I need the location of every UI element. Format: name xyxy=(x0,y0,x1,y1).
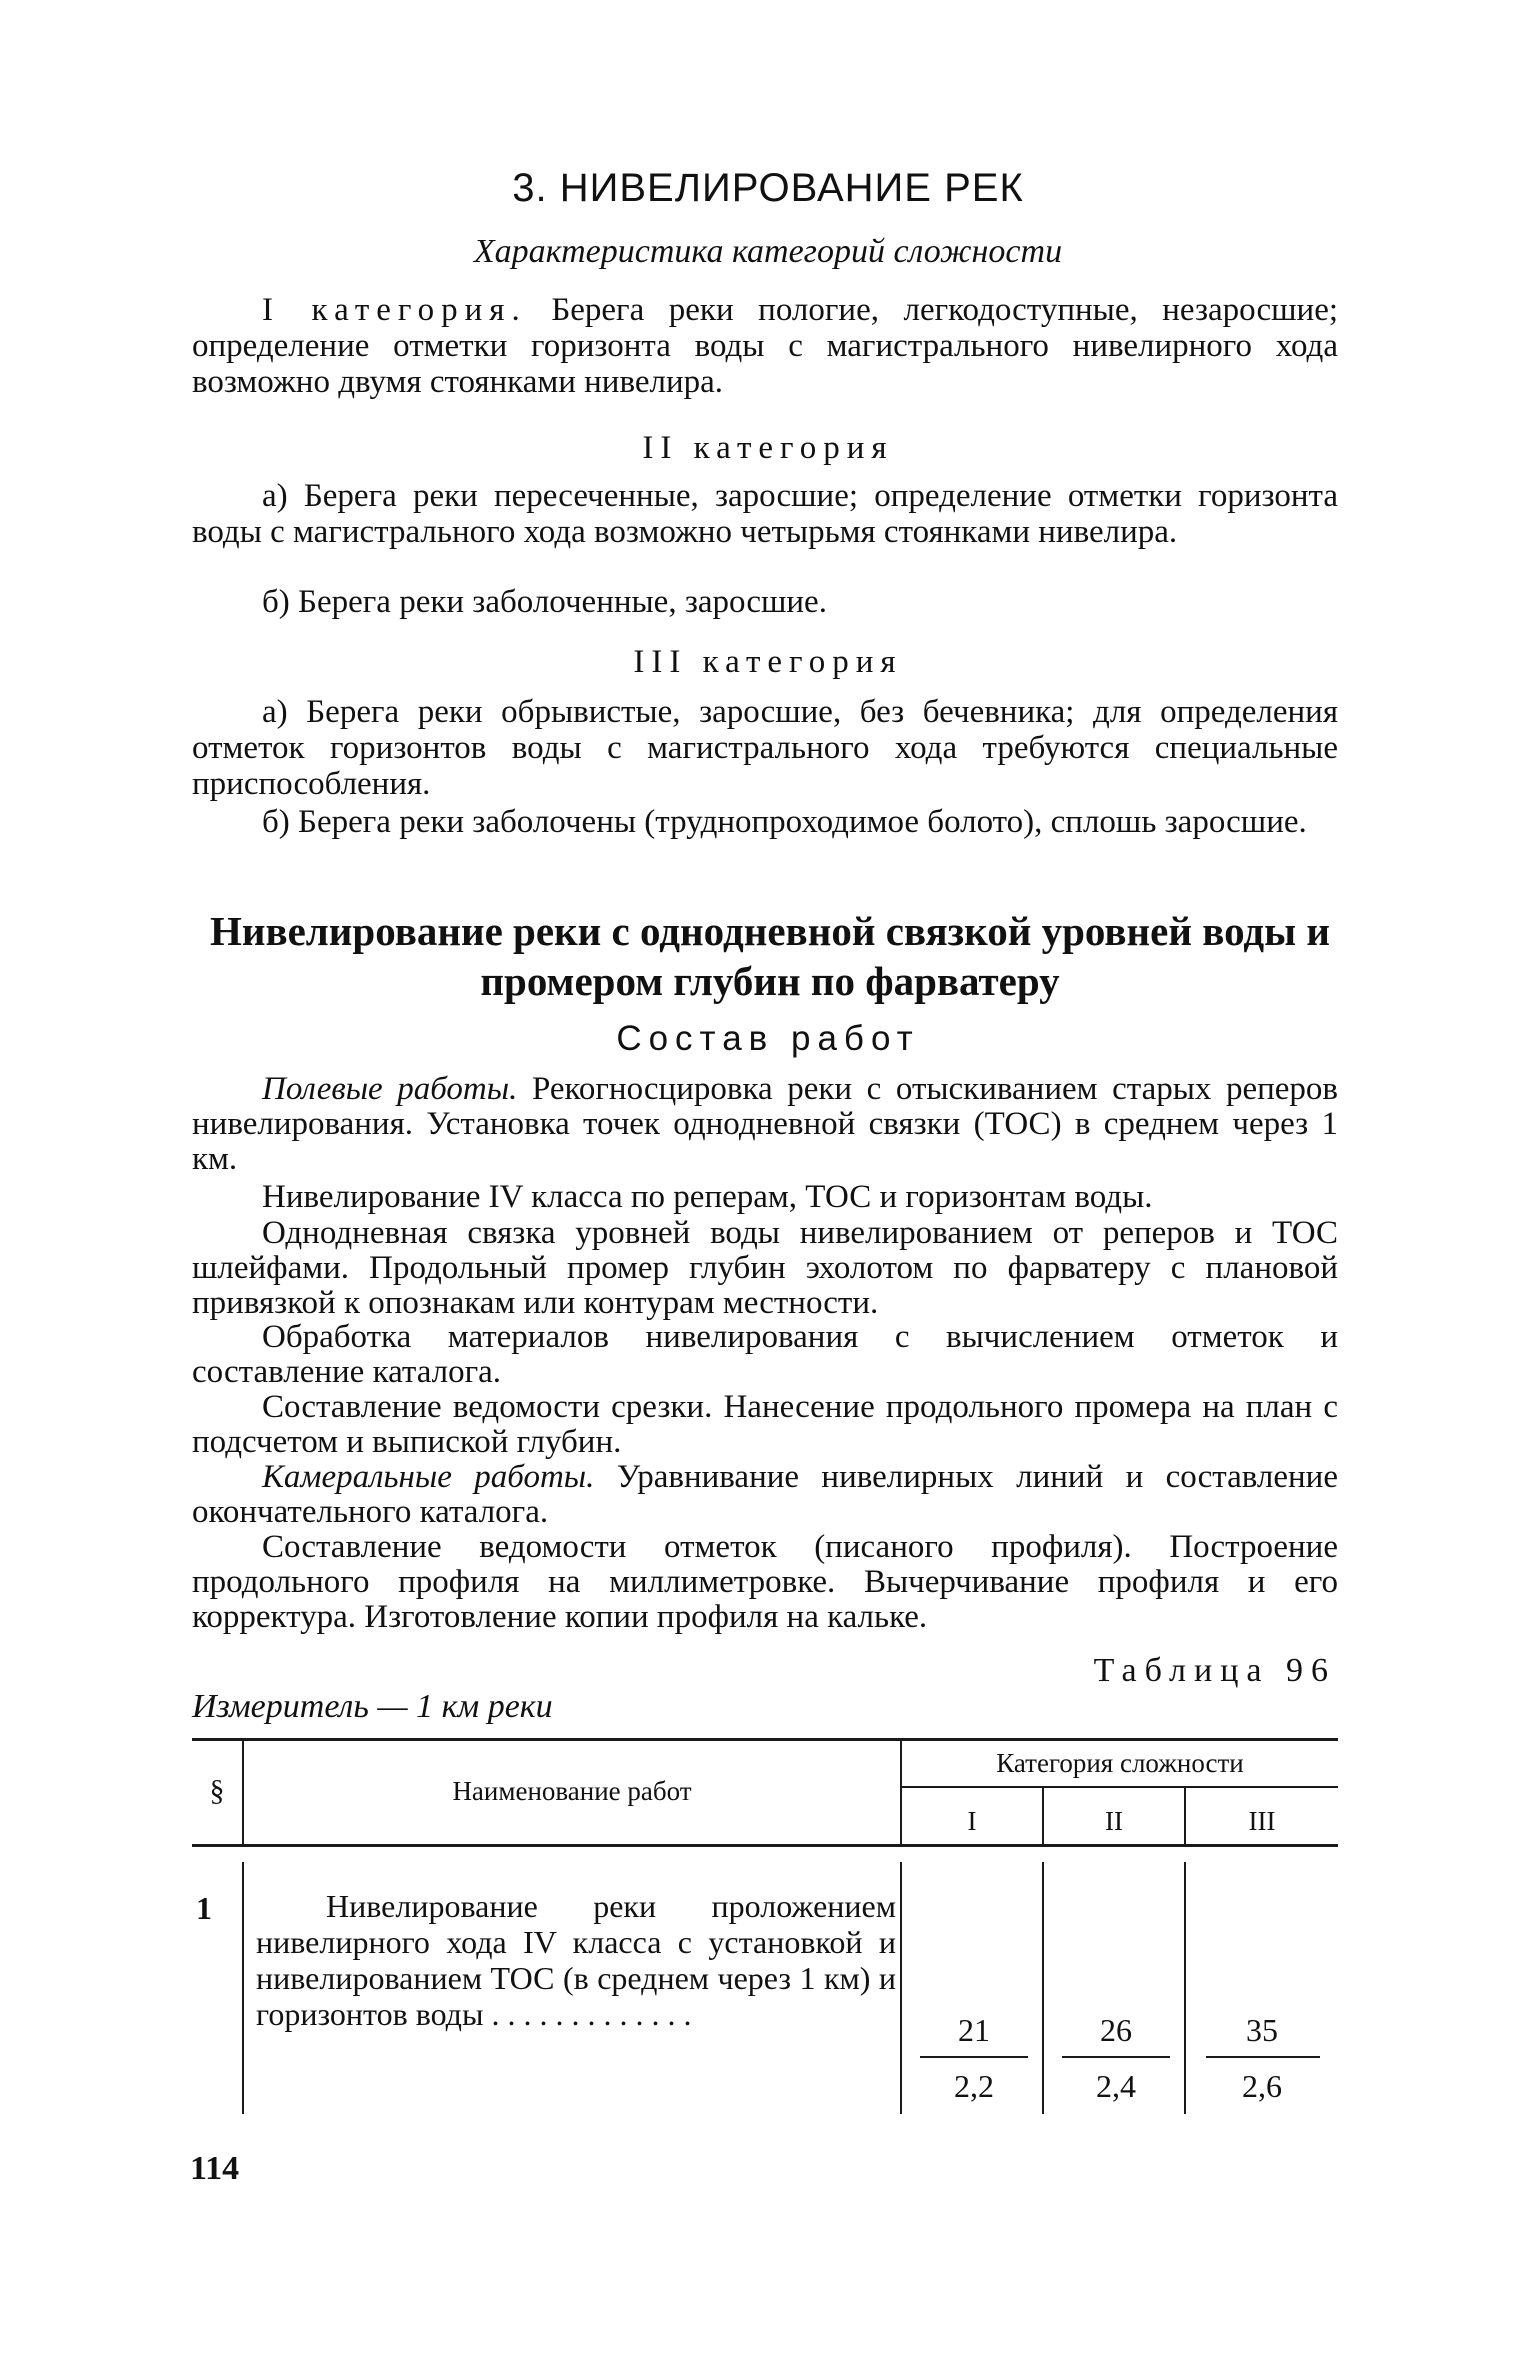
table-header-name: Наименование работ xyxy=(452,1776,692,1806)
office-works-label: Камеральные работы. xyxy=(262,1459,595,1495)
table-row-section: 1 xyxy=(196,1890,212,1926)
field-works-paragraph xyxy=(192,1072,1338,1177)
category-1-text: Берега реки пологие, легкодоступные, незаросшие; определение отметки горизонта воды с магистрального нивелирного хода возможно двумя стоянками нивелира. xyxy=(192,292,1339,400)
category-3-a xyxy=(192,694,1338,802)
category-1-label: I категория. xyxy=(262,292,527,328)
table-header-section: § xyxy=(209,1774,225,1807)
table-header-cat-2: II xyxy=(1105,1806,1123,1836)
section-bold-title: Нивелирование реки с однодневной связкой уровней воды и промером глубин по фарватеру xyxy=(209,908,1331,1004)
table-measure-unit: Измеритель — 1 км реки xyxy=(192,1688,553,1725)
table-category-rule xyxy=(900,1786,1338,1788)
work-composition-heading: Состав работ xyxy=(616,1019,920,1058)
category-3-b-text: б) Берега реки заболочены (труднопроходимое болото), сплошь заросшие. xyxy=(262,804,1307,840)
table-top-rule xyxy=(192,1738,1338,1741)
cat-2-value-top: 26 xyxy=(1100,2012,1132,2048)
category-3-heading: III категория xyxy=(633,644,903,680)
cat-2-fraction-line xyxy=(1062,2056,1170,2058)
section-title: 3. НИВЕЛИРОВАНИЕ РЕК xyxy=(512,166,1024,210)
work-paragraph-4: Обработка материалов нивелирования с вычислением отметок и составление каталога. xyxy=(192,1319,1338,1390)
table-row-name xyxy=(256,1888,896,2032)
table-row-name-text: Нивелирование реки проложением нивелирного хода IV класса с установкой и нивелированием ТОС (в среднем через 1 км) и горизонтов воды . . . . . . . . . . . . . xyxy=(256,1888,896,2032)
table-number: Таблица 96 xyxy=(1093,1652,1336,1689)
table-body-vline-name xyxy=(900,1862,902,2114)
category-2-a-text: а) Берега реки пересеченные, заросшие; определение отметки горизонта воды с магистрального хода возможно четырьмя стоянками нивелира. xyxy=(192,478,1338,550)
cat-1-fraction-line xyxy=(920,2056,1028,2058)
category-1-paragraph xyxy=(192,292,1338,400)
category-2-a xyxy=(192,478,1338,550)
table-header-bottom-rule xyxy=(192,1844,1338,1847)
work-paragraph-7: Составление ведомости отметок (писаного профиля). Построение продольного профиля на миллиметровке. Вычерчивание профиля и его корректура. Изготовление копии профиля на кальке. xyxy=(192,1529,1338,1635)
work-paragraph-3: Однодневная связка уровней воды нивелированием от реперов и ТОС шлейфами. Продольный промер глубин эхолотом по фарватеру с плановой привязкой к опознакам или контурам местности. xyxy=(192,1215,1338,1321)
category-2-b-text: б) Берега реки заболоченные, заросшие. xyxy=(262,584,827,620)
categories-subtitle: Характеристика категорий сложности xyxy=(473,233,1063,270)
office-works-paragraph xyxy=(192,1460,1338,1530)
cat-1-value-top: 21 xyxy=(958,2012,990,2048)
category-2-heading: II категория xyxy=(642,430,894,466)
cat-2-value-bottom: 2,4 xyxy=(1096,2068,1136,2104)
cat-1-value-bottom: 2,2 xyxy=(954,2068,994,2104)
table-header-category: Категория сложности xyxy=(996,1748,1244,1778)
cat-3-value-top: 35 xyxy=(1246,2012,1278,2048)
field-works-text: Рекогносцировка реки с отыскиванием старых реперов нивелирования. Установка точек однодневной связки (ТОС) в среднем через 1 км. xyxy=(192,1071,1339,1177)
office-works-text: Уравнивание нивелирных линий и составление окончательного каталога. xyxy=(192,1459,1338,1530)
table-body-vline-section xyxy=(242,1862,244,2114)
cat-3-value-bottom: 2,6 xyxy=(1242,2068,1282,2104)
cat-3-fraction-line xyxy=(1206,2056,1320,2058)
table-header-cat-1: I xyxy=(967,1806,977,1836)
work-paragraph-5: Составление ведомости срезки. Нанесение продольного промера на план с подсчетом и выпиской глубин. xyxy=(192,1389,1338,1460)
table-header-cat-3: III xyxy=(1248,1806,1276,1836)
category-3-b xyxy=(192,804,1338,840)
category-3-a-text: а) Берега реки обрывистые, заросшие, без бечевника; для определения отметок горизонтов воды с магистрального хода требуются специальные приспособления. xyxy=(192,694,1338,802)
work-paragraph-2: Нивелирование IV класса по реперам, ТОС и горизонтам воды. xyxy=(262,1179,1153,1215)
category-2-b xyxy=(192,584,1338,620)
field-works-label: Полевые работы. xyxy=(262,1071,518,1107)
page-number: 114 xyxy=(190,2150,240,2187)
